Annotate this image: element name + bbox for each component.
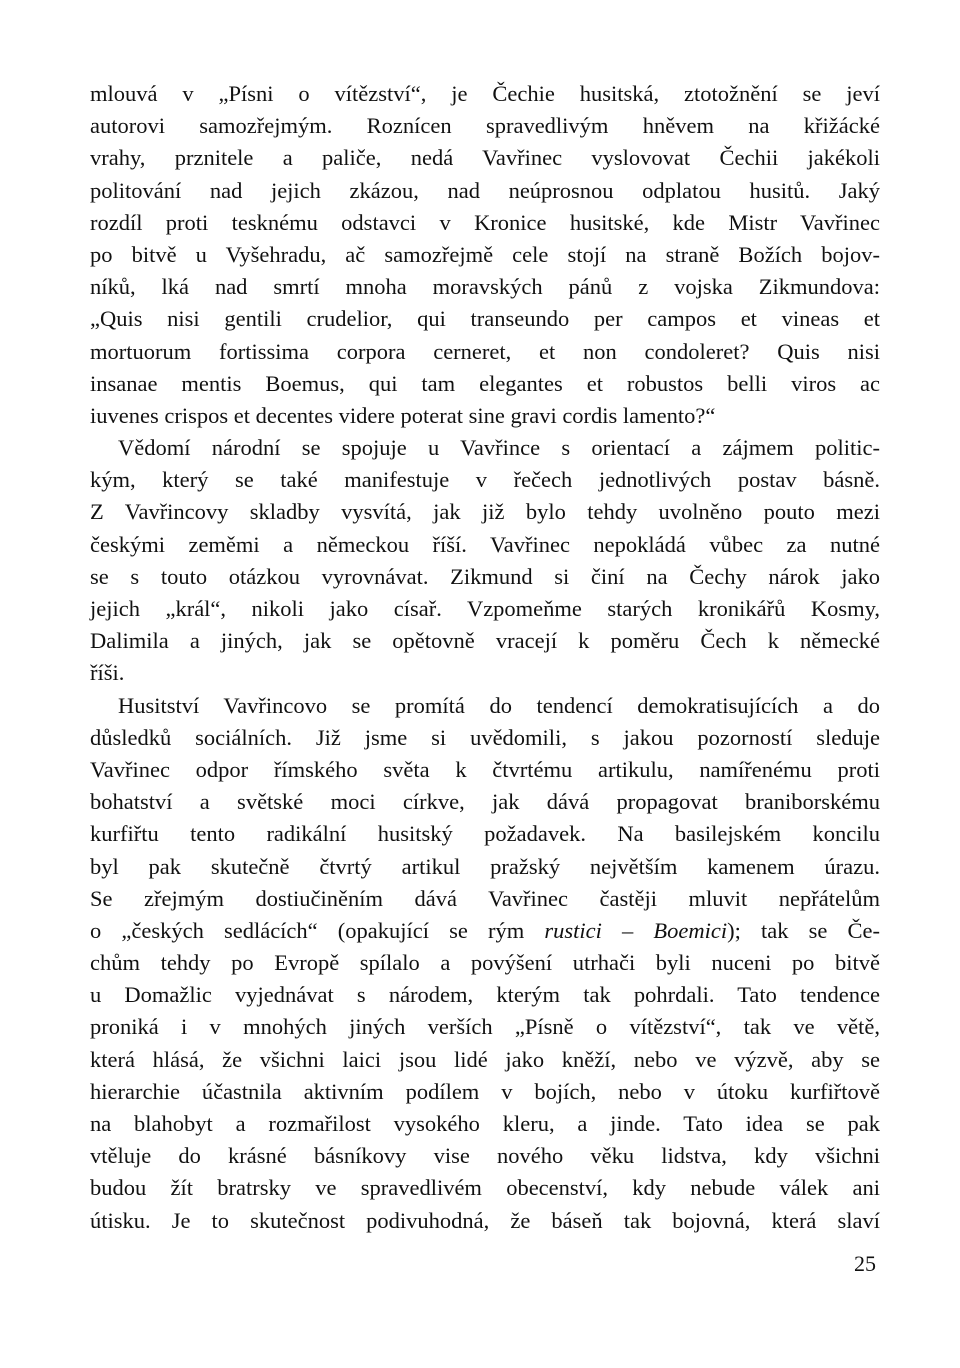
text-line: Husitství Vavřincovo se promítá do tendencí demokratisujících a do — [118, 692, 880, 718]
text-line: chům tehdy po Evropě spílalo a povýšení utrhači byli nuceni po bitvě — [90, 950, 880, 976]
text-line: autorovi samozřejmým. Roznícen spravedlivým hněvem na křižácké — [90, 113, 880, 139]
body-text — [90, 78, 880, 1237]
text-line: útisku. Je to skutečnost podivuhodná, že báseň tak bojovná, která slaví — [90, 1207, 880, 1233]
text-line: politování nad jejich zkázou, nad neúprosnou odplatou husitů. Jaký — [90, 177, 880, 203]
text-line: důsledků sociálních. Již jsme si uvědomili, s jakou pozorností sleduje — [90, 724, 880, 750]
text-line: říši. — [90, 660, 125, 686]
text-line: vrahy, prznitele a paliče, nedá Vavřinec vyslovovat Čechii jakékoli — [90, 145, 880, 171]
text-line: českými zeměmi a německou říší. Vavřinec nepokládá vůbec za nutné — [90, 531, 880, 557]
text-line: budou žít bratrsky ve spravedlivém obecenství, kdy nebude válek ani — [90, 1175, 880, 1201]
text-line: jejich „král“, nikoli jako císař. Vzpomeňme starých kronikářů Kosmy, — [90, 596, 880, 621]
paragraph-1 — [90, 78, 880, 432]
text-line: Vědomí národní se spojuje u Vavřince s orientací a zájmem politic- — [118, 435, 880, 461]
text-line: níků, lká nad smrtí mnoha moravských pánů z vojska Zikmundova: — [90, 274, 880, 300]
text-line: byl pak skutečně čtvrtý artikul pražský největším kamenem úrazu. — [90, 853, 880, 879]
text-line: kurfiřtu tento radikální husitský požadavek. Na basilejském koncilu — [90, 821, 880, 847]
page-number: 25 — [854, 1251, 876, 1276]
text-line: insanae mentis Boemus, qui tam elegantes et robustos belli viros ac — [90, 370, 880, 396]
text-line: Z Vavřincovy skladby vysvítá, jak již bylo tehdy uvolněno pouto mezi — [90, 499, 880, 525]
text-line: se s touto otázkou vyrovnávat. Zikmund si činí na Čechy nárok jako — [90, 563, 880, 589]
text-line: hierarchie účastnila aktivním podílem v bojích, nebo v útoku kurfiřtově — [90, 1078, 880, 1104]
text-line: po bitvě u Vyšehradu, ač samozřejmě cele stojí na straně Božích bojov- — [90, 241, 880, 267]
text-line: proniká i v mnohých jiných verších „Písně o vítězství“, tak ve větě, — [90, 1014, 880, 1040]
text-line: u Domažlic vyjednávat s národem, kterým tak pohrdali. Tato tendence — [90, 982, 880, 1008]
text-line: vtěluje do krásné básníkovy vise nového věku lidstva, kdy všichni — [90, 1143, 880, 1169]
text-line: mortuorum fortissima corpora cerneret, et non condoleret? Quis nisi — [90, 338, 880, 364]
text-line: která hlásá, že všichni laici jsou lidé jako kněží, nebo ve výzvě, aby se — [90, 1046, 880, 1072]
text-line: Se zřejmým dostiučiněním dává Vavřinec častěji mluvit nepřátelům — [90, 885, 880, 911]
text-line: mlouvá v „Písni o vítězství“, je Čechie husitská, ztotožnění se jeví — [90, 81, 880, 106]
paragraph-2 — [90, 432, 880, 690]
text-line: „Quis nisi gentili crudelior, qui transeundo per campos et vineas et — [90, 306, 880, 332]
paragraph-3 — [90, 690, 880, 1237]
text-line: kým, který se také manifestuje v řečech jednotlivých postav básně. — [90, 467, 880, 493]
text-line: Dalimila a jiných, jak se opětovně vracejí k poměru Čech k německé — [90, 628, 880, 654]
text-line: o „českých sedlácích“ (opakující se rým rustici – Boemici); tak se Če- — [90, 917, 880, 943]
text-line: bohatství a světské moci církve, jak dává propagovat braniborskému — [90, 789, 880, 815]
text-line: Vavřinec odpor římského světa k čtvrtému artikulu, namířenému proti — [90, 756, 880, 782]
text-line: na blahobyt a rozmařilost vysokého kleru, a jinde. Tato idea se pak — [90, 1111, 880, 1136]
text-line: iuvenes crispos et decentes videre poterat sine gravi cordis lamento?“ — [90, 402, 716, 428]
text-line: rozdíl proti tesknému odstavci v Kronice husitské, kde Mistr Vavřinec — [90, 209, 880, 235]
